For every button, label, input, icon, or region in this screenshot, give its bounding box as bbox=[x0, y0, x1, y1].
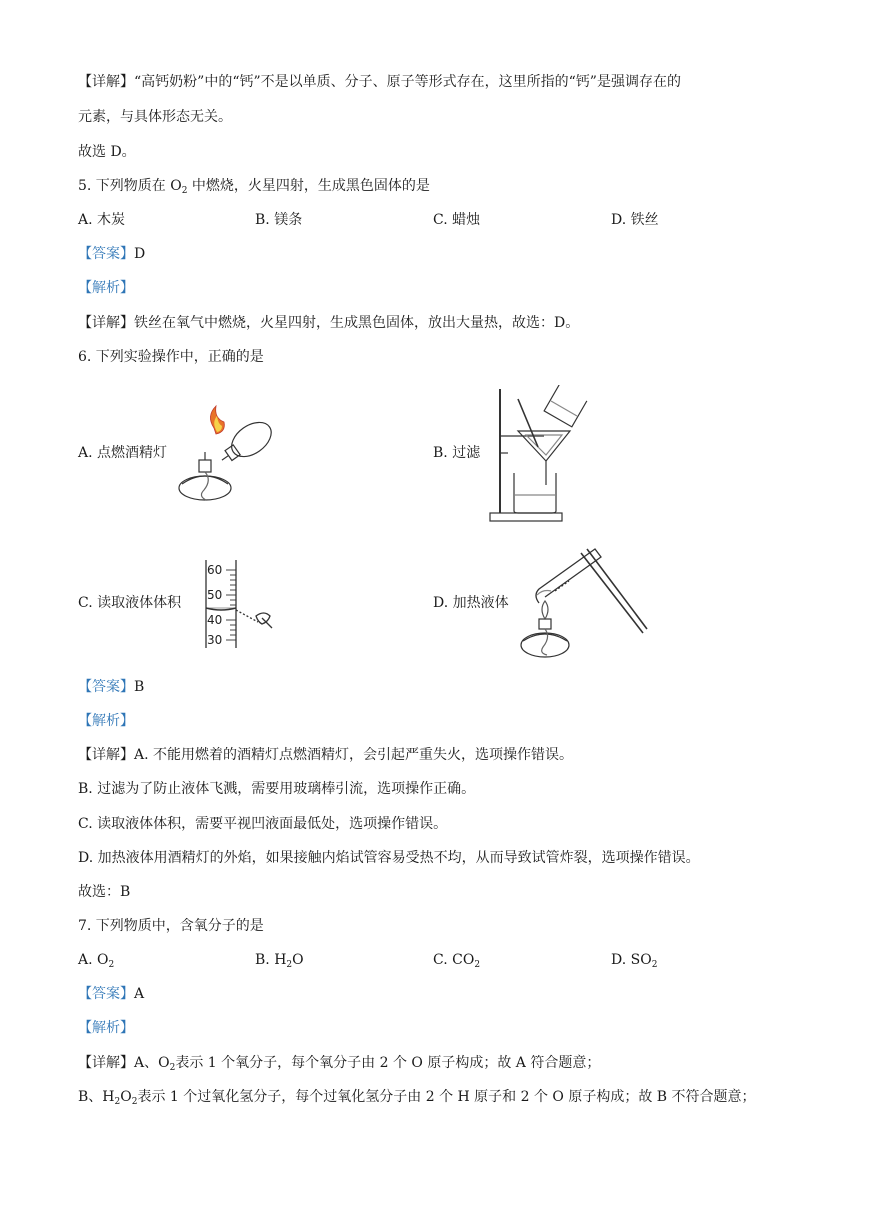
lamp-neck bbox=[199, 460, 211, 472]
answer-tag: 【答案】 bbox=[78, 986, 134, 1002]
q5-option-c: C. 蜡烛 bbox=[433, 212, 481, 228]
q5-detail-text: 铁丝在氧气中燃烧，火星四射，生成黑色固体，放出大量热，故选：D。 bbox=[134, 315, 580, 331]
q4-detail-line-1 bbox=[78, 72, 681, 92]
pouring-beaker bbox=[544, 385, 587, 427]
answer-tag: 【答案】 bbox=[78, 679, 134, 695]
q7-answer bbox=[78, 984, 144, 1004]
sight-line bbox=[236, 610, 258, 622]
test-tube bbox=[536, 549, 601, 603]
q6-option-b: B. 过滤 bbox=[433, 445, 481, 461]
q4-detail-text: “高钙奶粉”中的“钙”不是以单质、分子、原子等形式存在，这里所指的“钙”是强调存在的 bbox=[134, 74, 681, 90]
q4-detail-line-2: 元素，与具体形态无关。 bbox=[78, 109, 232, 125]
figure-lighting-alcohol-lamp bbox=[170, 400, 280, 510]
scale-ticks bbox=[226, 570, 236, 640]
tick-label-50: 50 bbox=[207, 588, 223, 602]
tube-holder-arm bbox=[587, 549, 647, 629]
figure-heating-liquid bbox=[515, 545, 650, 663]
figure-filtration bbox=[488, 385, 588, 525]
q7-analysis-tag: 【解析】 bbox=[78, 1020, 134, 1036]
tick-label-40: 40 bbox=[207, 613, 223, 627]
q6-analysis-tag: 【解析】 bbox=[78, 713, 134, 729]
stand-base bbox=[490, 513, 562, 521]
q6-stem: 6. 下列实验操作中，正确的是 bbox=[78, 349, 264, 365]
q7-option-b: B. $H_2O$ bbox=[255, 952, 304, 970]
q6-detail-d: D. 加热液体用酒精灯的外焰，如果接触内焰试管容易受热不均，从而导致试管炸裂，选项操作错误。 bbox=[78, 850, 700, 866]
q7-stem: 7. 下列物质中，含氧分子的是 bbox=[78, 918, 264, 934]
answer-value: A bbox=[134, 986, 145, 1002]
figure-graduated-cylinder bbox=[198, 558, 280, 650]
detail-tag: 【详解】 bbox=[78, 747, 134, 763]
answer-value: D bbox=[134, 246, 146, 262]
lamp-shoulder bbox=[182, 476, 228, 484]
q7-option-c: C. $CO_2$ bbox=[433, 952, 481, 970]
detail-tag: 【详解】 bbox=[78, 1055, 134, 1071]
beaker bbox=[514, 473, 556, 513]
glass-rod bbox=[518, 399, 538, 447]
q6-detail-b: B. 过滤为了防止液体飞溅，需要用玻璃棒引流，选项操作正确。 bbox=[78, 781, 476, 797]
q5-option-b: B. 镁条 bbox=[255, 212, 303, 228]
tick-label-60: 60 bbox=[207, 563, 223, 577]
q5-option-d: D. 铁丝 bbox=[611, 212, 659, 228]
lamp-neck bbox=[539, 619, 551, 629]
q5-analysis-tag: 【解析】 bbox=[78, 280, 134, 296]
q5-stem-pre: 5. 下列物质在 O bbox=[78, 178, 182, 194]
flame-icon bbox=[542, 601, 548, 619]
q6-option-d: D. 加热液体 bbox=[433, 595, 509, 611]
detail-tag: 【详解】 bbox=[78, 74, 134, 90]
detail-tag: 【详解】 bbox=[78, 315, 134, 331]
q6-answer bbox=[78, 677, 144, 697]
q5-answer bbox=[78, 244, 145, 264]
q6-option-a: A. 点燃酒精灯 bbox=[78, 445, 168, 461]
answer-value: B bbox=[134, 679, 145, 695]
q5-stem-post: 中燃烧，火星四射，生成黑色固体的是 bbox=[187, 178, 430, 194]
lamp-shoulder bbox=[523, 634, 567, 641]
q7-detail-a: 【详解】A、$O_2$表示 1 个氧分子，每个氧分子由 2 个 O 原子构成；故 A 符合题意； bbox=[78, 1055, 601, 1073]
q7-option-a: A. $O_2$ bbox=[78, 952, 115, 970]
q6-detail-a-text: A. 不能用燃着的酒精灯点燃酒精灯，会引起严重失火，选项操作错误。 bbox=[134, 747, 574, 763]
q5-detail bbox=[78, 313, 579, 333]
q7-detail-b: B、$H_2O_2$表示 1 个过氧化氢分子，每个过氧化氢分子由 2 个 H 原子和 2 个 O 原子构成；故 B 不符合题意； bbox=[78, 1089, 756, 1107]
q6-option-c: C. 读取液体体积 bbox=[78, 595, 182, 611]
tick-label-30: 30 bbox=[207, 633, 223, 647]
q7-option-d: D. $SO_2$ bbox=[611, 952, 658, 970]
q6-detail-a bbox=[78, 745, 573, 765]
angle-line bbox=[555, 581, 569, 591]
q6-choose: 故选：B bbox=[78, 884, 131, 900]
tube-holder bbox=[581, 553, 643, 633]
q5-stem-sub: 2 bbox=[181, 186, 188, 196]
q6-detail-c: C. 读取液体体积，需要平视凹液面最低处，选项操作错误。 bbox=[78, 816, 448, 832]
q4-choose: 故选 D。 bbox=[78, 144, 136, 160]
q5-option-a: A. 木炭 bbox=[78, 212, 126, 228]
answer-tag: 【答案】 bbox=[78, 246, 134, 262]
q5-stem bbox=[78, 176, 430, 201]
eye-icon bbox=[256, 613, 272, 628]
